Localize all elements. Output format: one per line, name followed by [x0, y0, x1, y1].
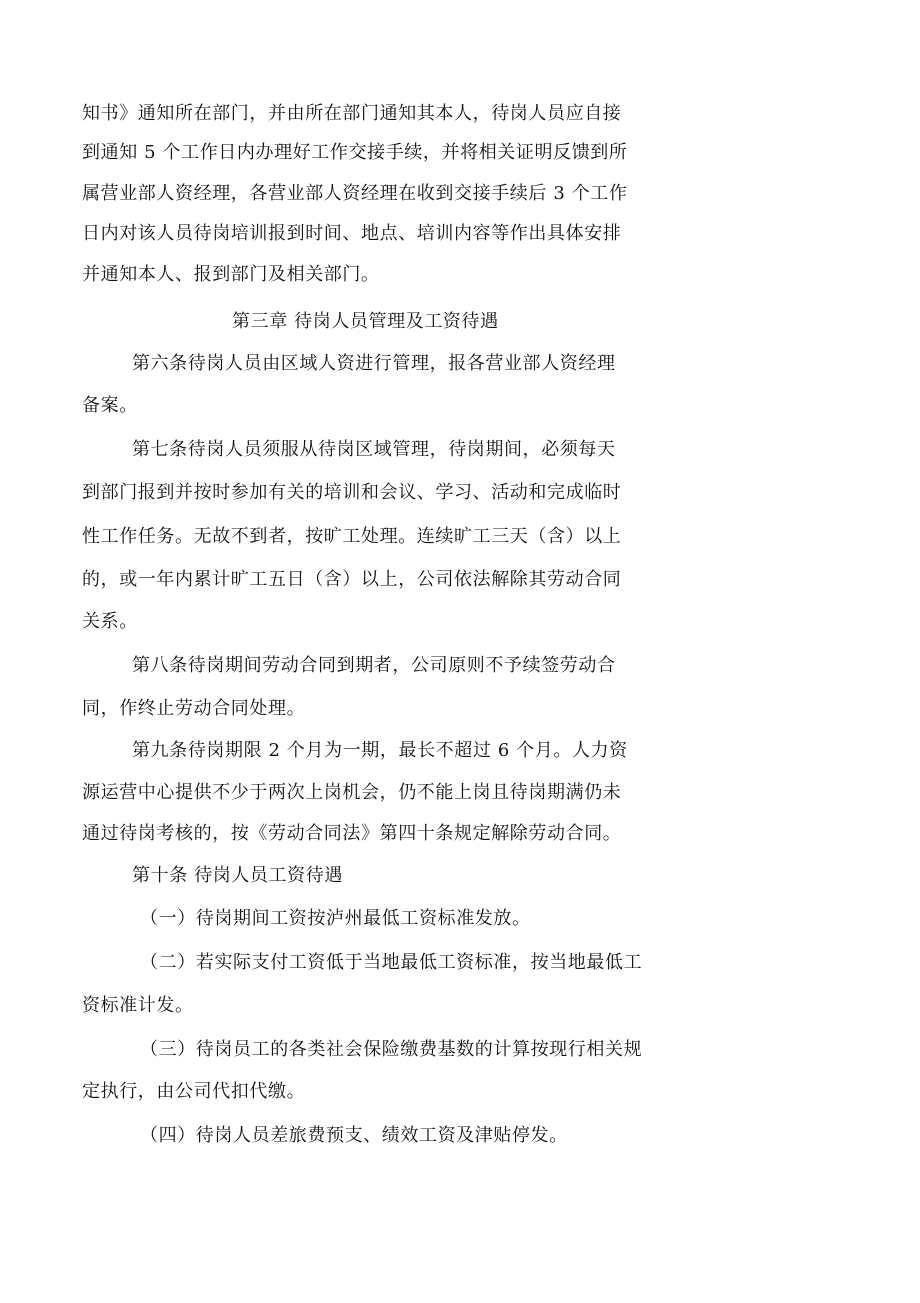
paragraph-line: 知书》通知所在部门，并由所在部门通知其本人，待岗人员应自接 [82, 103, 622, 124]
list-item: （三）待岗员工的各类社会保险缴费基数的计算按现行相关规 [140, 1039, 643, 1060]
paragraph-line: 并通知本人、报到部门及相关部门。 [82, 264, 380, 285]
article-7-line: 到部门报到并按时参加有关的培训和会议、学习、活动和完成临时 [82, 482, 622, 503]
paragraph-line: 日内对该人员待岗培训报到时间、地点、培训内容等作出具体安排 [82, 223, 622, 244]
article-9-line: 源运营中心提供不少于两次上岗机会，仍不能上岗且待岗期满仍未 [82, 782, 622, 803]
article-8-line: 同，作终止劳动合同处理。 [82, 698, 306, 719]
list-item: （四）待岗人员差旅费预支、绩效工资及津贴停发。 [140, 1125, 568, 1146]
article-6-line: 备案。 [82, 395, 138, 416]
chapter-heading: 第三章 待岗人员管理及工资待遇 [232, 311, 499, 332]
article-7-line: 的，或一年内累计旷工五日（含）以上，公司依法解除其劳动合同 [82, 569, 622, 590]
article-8-line: 第八条待岗期间劳动合同到期者，公司原则不予续签劳动合 [132, 655, 616, 676]
list-item-continuation: 资标准计发。 [82, 995, 194, 1016]
article-9-line: 第九条待岗期限 2 个月为一期，最长不超过 6 个月。人力资 [132, 740, 628, 761]
paragraph-line: 到通知 5 个工作日内办理好工作交接手续，并将相关证明反馈到所 [82, 142, 628, 163]
article-6-line: 第六条待岗人员由区域人资进行管理，报各营业部人资经理 [132, 353, 616, 374]
list-item: （一）待岗期间工资按泸州最低工资标准发放。 [140, 908, 531, 929]
list-item-continuation: 定执行，由公司代扣代缴。 [82, 1081, 306, 1102]
article-9-line: 通过待岗考核的，按《劳动合同法》第四十条规定解除劳动合同。 [82, 823, 622, 844]
article-7-line: 性工作任务。无故不到者，按旷工处理。连续旷工三天（含）以上 [82, 526, 622, 547]
list-item: （二）若实际支付工资低于当地最低工资标准，按当地最低工 [140, 952, 643, 973]
article-10-heading: 第十条 待岗人员工资待遇 [132, 865, 343, 886]
article-7-line: 第七条待岗人员须服从待岗区域管理，待岗期间，必须每天 [132, 439, 616, 460]
article-7-line: 关系。 [82, 611, 138, 632]
paragraph-line: 属营业部人资经理，各营业部人资经理在收到交接手续后 3 个工作 [82, 183, 628, 204]
